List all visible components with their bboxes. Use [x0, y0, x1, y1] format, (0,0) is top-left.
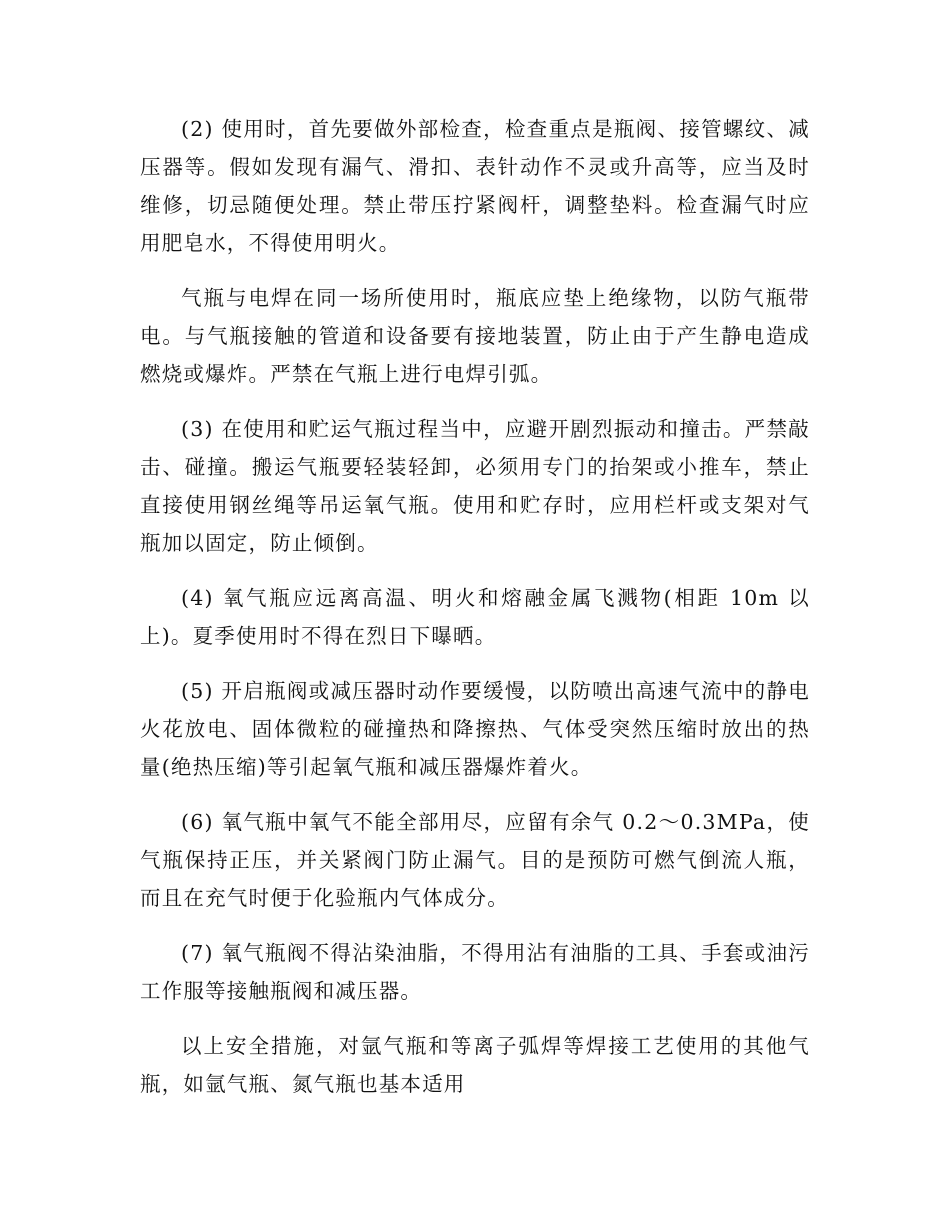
document-page: [140, 110, 810, 1120]
paragraph-item-4-heat: (4) 氧气瓶应远离高温、明火和熔融金属飞溅物(相距 10m 以上)。夏季使用时不得在烈日下曝晒。: [140, 586, 810, 648]
paragraph-item-7-grease: (7) 氧气瓶阀不得沾染油脂，不得用沾有油脂的工具、手套或油污工作服等接触瓶阀和减压器。: [140, 941, 810, 1003]
paragraph-welding-insulation: 气瓶与电焊在同一场所使用时，瓶底应垫上绝缘物，以防气瓶带电。与气瓶接触的管道和设备要有接地装置，防止由于产生静电造成燃烧或爆炸。严禁在气瓶上进行电焊引弧。: [140, 286, 810, 386]
paragraph-item-2-inspection: (2) 使用时，首先要做外部检查，检查重点是瓶阀、接管螺纹、减压器等。假如发现有漏气、滑扣、表针动作不灵或升高等，应当及时维修，切忌随便处理。禁止带压拧紧阀杆，调整垫料。检查漏气时应用肥皂水，不得使用明火。: [140, 117, 810, 255]
paragraph-item-5-valve-opening: (5) 开启瓶阀或减压器时动作要缓慢，以防喷出高速气流中的静电火花放电、固体微粒的碰撞热和降擦热、气体受突然压缩时放出的热量(绝热压缩)等引起氧气瓶和减压器爆炸着火。: [140, 679, 810, 779]
paragraph-summary: 以上安全措施，对氩气瓶和等离子弧焊等焊接工艺使用的其他气瓶，如氩气瓶、氮气瓶也基本适用: [140, 1034, 810, 1096]
paragraph-item-6-residual-gas: (6) 氧气瓶中氧气不能全部用尽，应留有余气 0.2～0.3MPa，使气瓶保持正压，并关紧阀门防止漏气。目的是预防可燃气倒流人瓶，而且在充气时便于化验瓶内气体成分。: [140, 810, 810, 910]
paragraph-item-3-transport: (3) 在使用和贮运气瓶过程当中，应避开剧烈振动和撞击。严禁敲击、碰撞。搬运气瓶要轻装轻卸，必须用专门的抬架或小推车，禁止直接使用钢丝绳等吊运氧气瓶。使用和贮存时，应用栏杆或支架对气瓶加以固定，防止倾倒。: [140, 417, 810, 555]
